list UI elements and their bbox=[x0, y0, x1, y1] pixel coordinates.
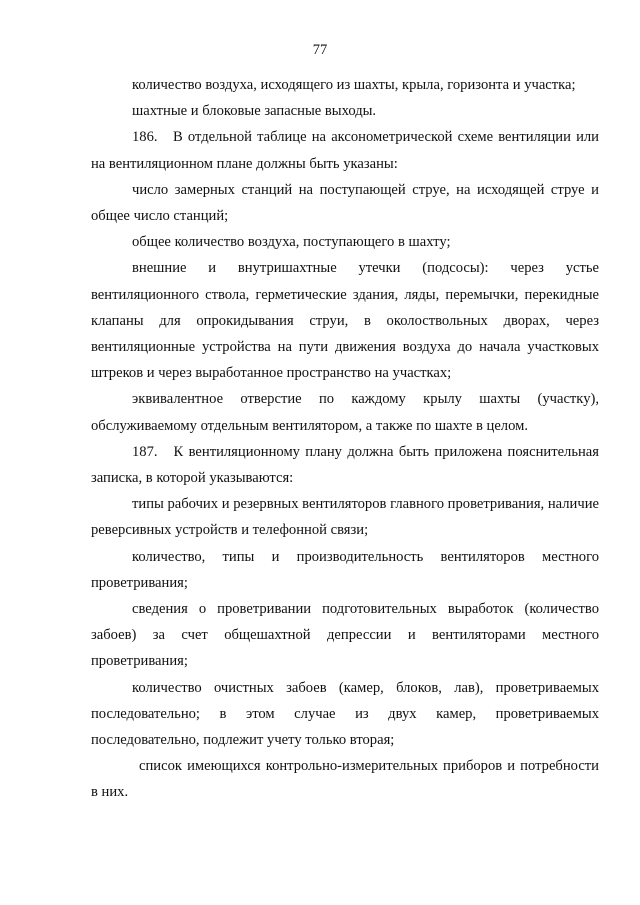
paragraph-equivalent-opening: эквивалентное отверстие по каждому крылу шахты (участку), обслуживаемому отдельным вентилятором, а также по шахте в целом. bbox=[91, 391, 599, 434]
paragraph-instruments: список имеющихся контрольно-измерительных приборов и потребности в них. bbox=[91, 758, 599, 801]
paragraph-development-workings: сведения о проветривании подготовительных выработок (количество забоев) за счет общешахтной депрессии и вентиляторами местного проветривания; bbox=[91, 601, 599, 670]
paragraph-main-fans: типы рабочих и резервных вентиляторов главного проветривания, наличие реверсивных устройств и телефонной связи; bbox=[91, 496, 599, 539]
paragraph-measuring-stations: число замерных станций на поступающей струе, на исходящей струе и общее число станций; bbox=[91, 181, 599, 225]
paragraph-leaks: внешние и внутришахтные утечки (подсосы): через устье вентиляционного ствола, герметические здания, ляды, перемычки, перекидные клапаны для опрокидывания струи, в околоствольных дворах, через вентиляционные устройства на пути движения воздуха до начала участковых штреков и через выработанное пространство на участках; bbox=[91, 260, 599, 382]
paragraph-186: 186. В отдельной таблице на аксонометрической схеме вентиляции или на вентиляционном плане должны быть указаны: bbox=[91, 129, 603, 172]
paragraph-total-air: общее количество воздуха, поступающего в шахту; bbox=[132, 234, 451, 251]
paragraph-local-fans: количество, типы и производительность вентиляторов местного проветривания; bbox=[91, 548, 599, 591]
document-body bbox=[91, 72, 603, 806]
paragraph-187: 187. К вентиляционному плану должна быть приложена пояснительная записка, в которой указываются: bbox=[91, 443, 603, 487]
paragraph-air-outgoing: количество воздуха, исходящего из шахты, крыла, горизонта и участка; bbox=[132, 77, 576, 93]
paragraph-emergency-exits: шахтные и блоковые запасные выходы. bbox=[132, 103, 377, 120]
page-number: 77 bbox=[312, 42, 328, 58]
paragraph-stoping-faces: количество очистных забоев (камер, блоков, лав), проветриваемых последовательно; в этом случае из двух камер, проветриваемых последовательно, подлежит учету только вторая; bbox=[91, 679, 599, 749]
